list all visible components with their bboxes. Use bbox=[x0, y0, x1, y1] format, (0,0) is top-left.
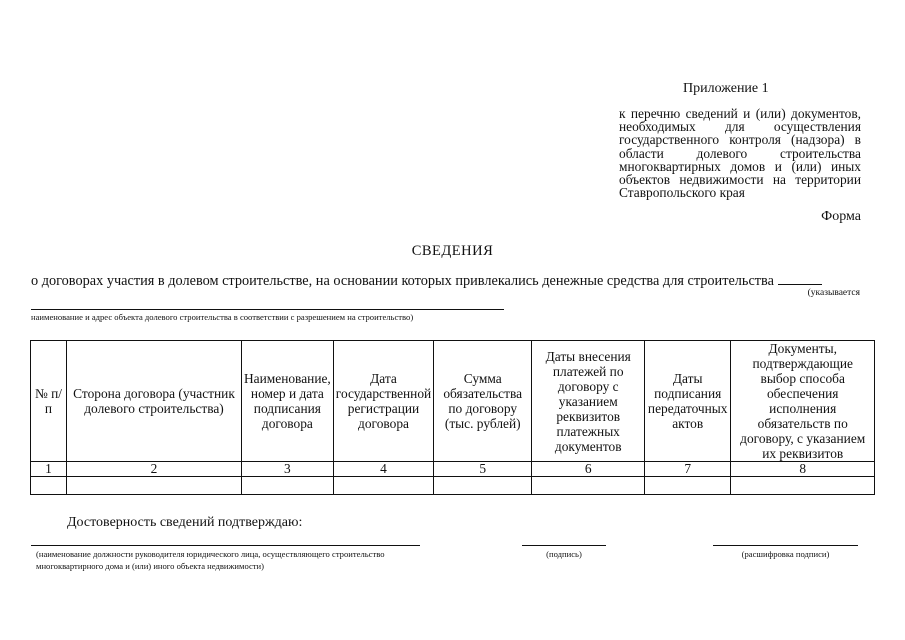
number-cell: 5 bbox=[434, 462, 532, 477]
header-cell: Документы, подтверждающие выбор способа обеспечения исполнения обязательств по договору, с указанием их реквизитов bbox=[731, 341, 875, 462]
table-cell[interactable] bbox=[731, 477, 875, 495]
table-header-row bbox=[31, 341, 875, 462]
header-cell: Даты подписания передаточных актов bbox=[645, 341, 731, 462]
number-cell: 1 bbox=[31, 462, 67, 477]
object-caption: наименование и адрес объекта долевого строительства в соответствии с разрешением на строительство) bbox=[31, 312, 414, 322]
header-cell: № п/п bbox=[31, 341, 67, 462]
subtitle-blank-field bbox=[778, 272, 822, 285]
table-cell[interactable] bbox=[645, 477, 731, 495]
form-label: Форма bbox=[821, 209, 861, 224]
appendix-text: к перечню сведений и (или) документов, необходимых для осуществления государственного контроля (надзора) в области долевого строительства многоквартирных домов и (или) иных объектов недвижимости на территории Ставропольского края bbox=[619, 106, 861, 201]
table-cell[interactable] bbox=[434, 477, 532, 495]
number-cell: 2 bbox=[67, 462, 242, 477]
transcript-line bbox=[713, 545, 858, 546]
number-cell: 6 bbox=[532, 462, 645, 477]
number-cell: 8 bbox=[731, 462, 875, 477]
subtitle-text: о договорах участия в долевом строительстве, на основании которых привлекались денежные средства для строительства bbox=[31, 273, 774, 289]
number-cell: 7 bbox=[645, 462, 731, 477]
table-cell[interactable] bbox=[242, 477, 334, 495]
signature-line bbox=[522, 545, 606, 546]
header-cell: Даты внесения платежей по договору с указанием реквизитов платежных документов bbox=[532, 341, 645, 462]
contracts-table bbox=[30, 340, 875, 495]
table-cell[interactable] bbox=[333, 477, 433, 495]
document-title: СВЕДЕНИЯ bbox=[411, 243, 494, 259]
header-cell: Дата государственной регистрации договора bbox=[333, 341, 433, 462]
position-signature-line bbox=[31, 545, 420, 546]
position-caption: (наименование должности руководителя юридического лица, осуществляющего строительство многоквартирного дома и (или) иного объекта недвижимости) bbox=[36, 549, 385, 571]
transcript-caption: (расшифровка подписи) bbox=[741, 549, 830, 559]
number-cell: 4 bbox=[333, 462, 433, 477]
table-row bbox=[31, 477, 875, 495]
document-subtitle bbox=[31, 272, 822, 290]
appendix-title: Приложение 1 bbox=[683, 81, 769, 96]
confirm-text: Достоверность сведений подтверждаю: bbox=[67, 515, 303, 530]
table-number-row bbox=[31, 462, 875, 477]
table-cell[interactable] bbox=[31, 477, 67, 495]
signature-caption: (подпись) bbox=[546, 549, 582, 559]
header-cell: Сумма обязательства по договору (тыс. рублей) bbox=[434, 341, 532, 462]
header-cell: Наименование, номер и дата подписания договора bbox=[242, 341, 334, 462]
object-name-line bbox=[31, 309, 504, 310]
number-cell: 3 bbox=[242, 462, 334, 477]
table-cell[interactable] bbox=[67, 477, 242, 495]
header-cell: Сторона договора (участник долевого строительства) bbox=[67, 341, 242, 462]
indicated-note: (указывается bbox=[807, 288, 860, 298]
table-cell[interactable] bbox=[532, 477, 645, 495]
